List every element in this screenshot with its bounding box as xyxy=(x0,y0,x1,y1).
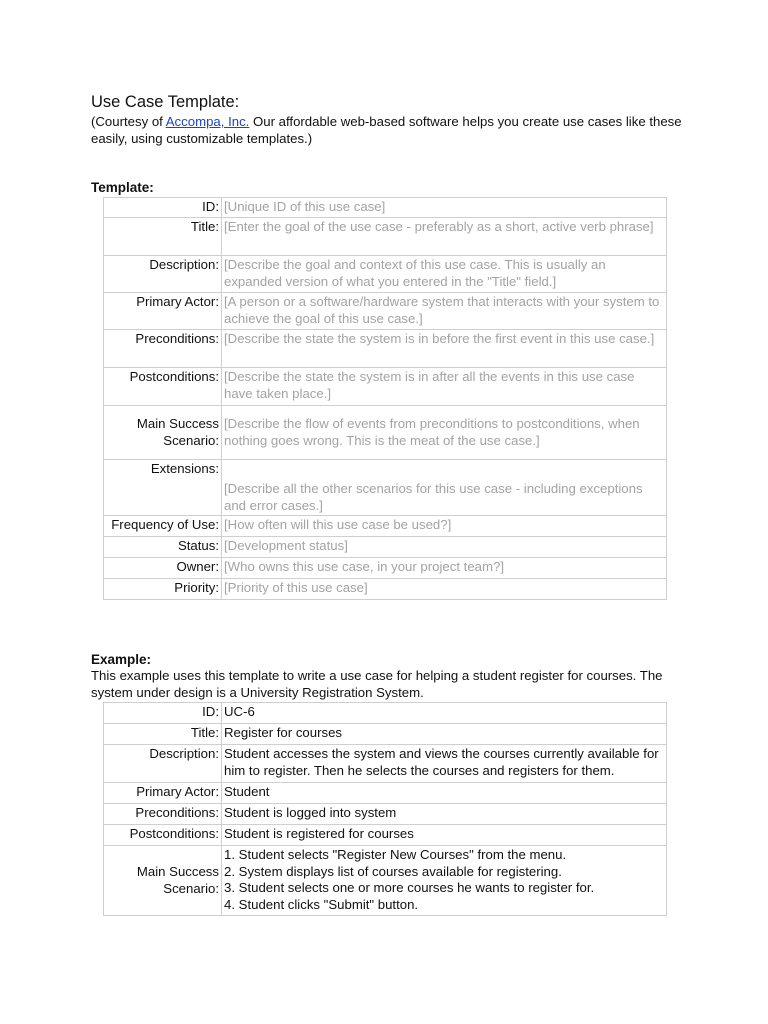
row-value: Student is logged into system xyxy=(222,804,667,825)
row-label: Status: xyxy=(104,537,222,558)
row-label: Priority: xyxy=(104,579,222,600)
row-value: [Development status] xyxy=(222,537,667,558)
row-label: Primary Actor: xyxy=(104,783,222,804)
row-value: Student xyxy=(222,783,667,804)
row-value: [Describe all the other scenarios for this use case - including exceptions and error cases.] xyxy=(222,460,667,516)
template-row-owner xyxy=(104,558,667,579)
template-table xyxy=(103,197,667,600)
document-title: Use Case Template: xyxy=(91,93,240,111)
scenario-step: 4. Student clicks "Submit" button. xyxy=(224,896,419,912)
accompa-link[interactable]: Accompa, Inc. xyxy=(165,114,250,129)
template-heading: Template: xyxy=(91,180,154,195)
row-label: Preconditions: xyxy=(104,330,222,368)
row-label: Description: xyxy=(104,745,222,783)
example-row-id xyxy=(104,703,667,724)
row-value: [Enter the goal of the use case - preferably as a short, active verb phrase] xyxy=(222,218,667,256)
row-value: [Describe the flow of events from preconditions to postconditions, when nothing goes wrong. This is the meat of the use case.] xyxy=(222,406,667,460)
row-label: Main Success Scenario: xyxy=(104,846,222,916)
row-value: [How often will this use case be used?] xyxy=(222,516,667,537)
row-label: Owner: xyxy=(104,558,222,579)
courtesy-prefix: (Courtesy of xyxy=(91,114,166,129)
example-row-postconditions xyxy=(104,825,667,846)
row-value xyxy=(222,846,667,916)
row-label: Primary Actor: xyxy=(104,293,222,330)
row-label: Title: xyxy=(104,218,222,256)
example-row-main-success-scenario xyxy=(104,846,667,916)
row-label: ID: xyxy=(104,703,222,724)
row-value: [Priority of this use case] xyxy=(222,579,667,600)
template-row-main-success-scenario xyxy=(104,406,667,460)
row-label: Description: xyxy=(104,256,222,293)
scenario-step: 1. Student selects "Register New Courses" from the menu. xyxy=(224,847,567,862)
template-row-frequency xyxy=(104,516,667,537)
courtesy-note xyxy=(91,114,691,147)
row-label: ID: xyxy=(104,198,222,218)
row-value: [Unique ID of this use case] xyxy=(222,198,667,218)
row-value: [Who owns this use case, in your project team?] xyxy=(222,558,667,579)
template-row-status xyxy=(104,537,667,558)
example-row-title xyxy=(104,724,667,745)
example-row-primary-actor xyxy=(104,783,667,804)
template-row-postconditions xyxy=(104,368,667,406)
row-value: [Describe the goal and context of this use case. This is usually an expanded version of what you entered in the "Title" field.] xyxy=(222,256,667,293)
template-row-extensions xyxy=(104,460,667,516)
row-value: Student is registered for courses xyxy=(222,825,667,846)
template-row-description xyxy=(104,256,667,293)
template-row-priority xyxy=(104,579,667,600)
row-label: Extensions: xyxy=(104,460,222,516)
row-label: Postconditions: xyxy=(104,368,222,406)
example-row-preconditions xyxy=(104,804,667,825)
row-label: Title: xyxy=(104,724,222,745)
row-label: Postconditions: xyxy=(104,825,222,846)
row-label: Main Success Scenario: xyxy=(104,406,222,460)
scenario-step: 3. Student selects one or more courses he wants to register for. xyxy=(224,880,595,895)
template-row-title xyxy=(104,218,667,256)
template-row-primary-actor xyxy=(104,293,667,330)
example-table xyxy=(103,702,667,916)
example-intro: This example uses this template to write a use case for helping a student register for courses. The system under design is a University Registration System. xyxy=(91,668,663,700)
template-row-id xyxy=(104,198,667,218)
row-label: Frequency of Use: xyxy=(104,516,222,537)
row-value: [A person or a software/hardware system that interacts with your system to achieve the goal of this use case.] xyxy=(222,293,667,330)
row-label: Preconditions: xyxy=(104,804,222,825)
template-row-preconditions xyxy=(104,330,667,368)
courtesy-suffix: Our affordable web-based software helps you create use cases like these easily, using customizable templates.) xyxy=(91,114,682,146)
example-row-description xyxy=(104,745,667,783)
row-value: [Describe the state the system is in before the first event in this use case.] xyxy=(222,330,667,368)
example-heading: Example: xyxy=(91,652,152,667)
row-value: Student accesses the system and views the courses currently available for him to register. Then he selects the courses and registers for them. xyxy=(222,745,667,783)
row-value: Register for courses xyxy=(222,724,667,745)
row-value: [Describe the state the system is in after all the events in this use case have taken place.] xyxy=(222,368,667,406)
row-value: UC-6 xyxy=(222,703,667,724)
scenario-step: 2. System displays list of courses available for registering. xyxy=(224,863,562,879)
